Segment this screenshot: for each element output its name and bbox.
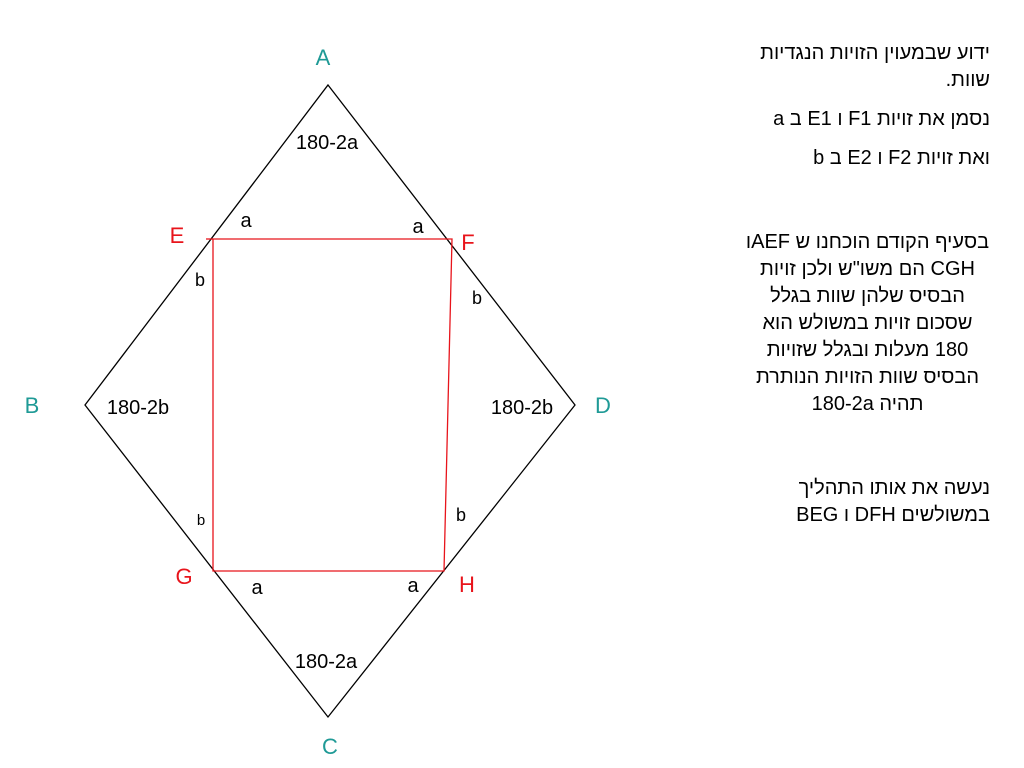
angle-label-g-b: b bbox=[196, 512, 206, 529]
angle-label-left: 180-2b bbox=[106, 397, 170, 419]
vertex-label-e: E bbox=[169, 223, 185, 248]
vertex-label-a: A bbox=[315, 45, 331, 70]
paragraph-5: נעשה את אותו התהליך במשולשים DFH ו BEG bbox=[796, 477, 990, 526]
angle-label-top: 180-2a bbox=[295, 132, 359, 154]
angle-label-e-a: a bbox=[240, 210, 252, 232]
angle-label-g-a: a bbox=[251, 577, 263, 599]
vertex-label-d: D bbox=[595, 393, 611, 418]
angle-label-e-b: b bbox=[194, 270, 206, 290]
paragraph-2: נסמן את זויות F1 ו E1 ב a bbox=[773, 108, 990, 130]
angle-label-bottom: 180-2a bbox=[294, 651, 358, 673]
vertex-label-f: F bbox=[461, 230, 475, 255]
angle-label-h-a: a bbox=[407, 575, 419, 597]
vertex-label-b: B bbox=[24, 393, 40, 418]
angle-label-h-b: b bbox=[455, 505, 467, 525]
angle-label-f-a: a bbox=[412, 216, 424, 238]
angle-label-right: 180-2b bbox=[490, 397, 554, 419]
vertex-label-h: H bbox=[459, 572, 475, 597]
vertex-label-c: C bbox=[322, 734, 338, 759]
paragraph-1: ידוע שבמעוין הזויות הנגדיות שוות. bbox=[760, 42, 990, 91]
angle-label-f-b: b bbox=[471, 288, 483, 308]
inner-quadrilateral bbox=[213, 239, 452, 571]
explanation-text bbox=[745, 40, 990, 529]
paragraph-3: ואת זויות F2 ו E2 ב b bbox=[813, 147, 990, 169]
vertex-label-g: G bbox=[175, 564, 193, 589]
paragraph-4: בסעיף הקודם הוכחנו ש AEFו CGH הם משו"ש ולכן זויות הבסיס שלהן שוות בגלל שסכום זויות במשולש הוא 180 מעלות ובגלל שזויות הבסיס שוות הזויות הנותרת תהיה 180-2a bbox=[745, 231, 990, 415]
